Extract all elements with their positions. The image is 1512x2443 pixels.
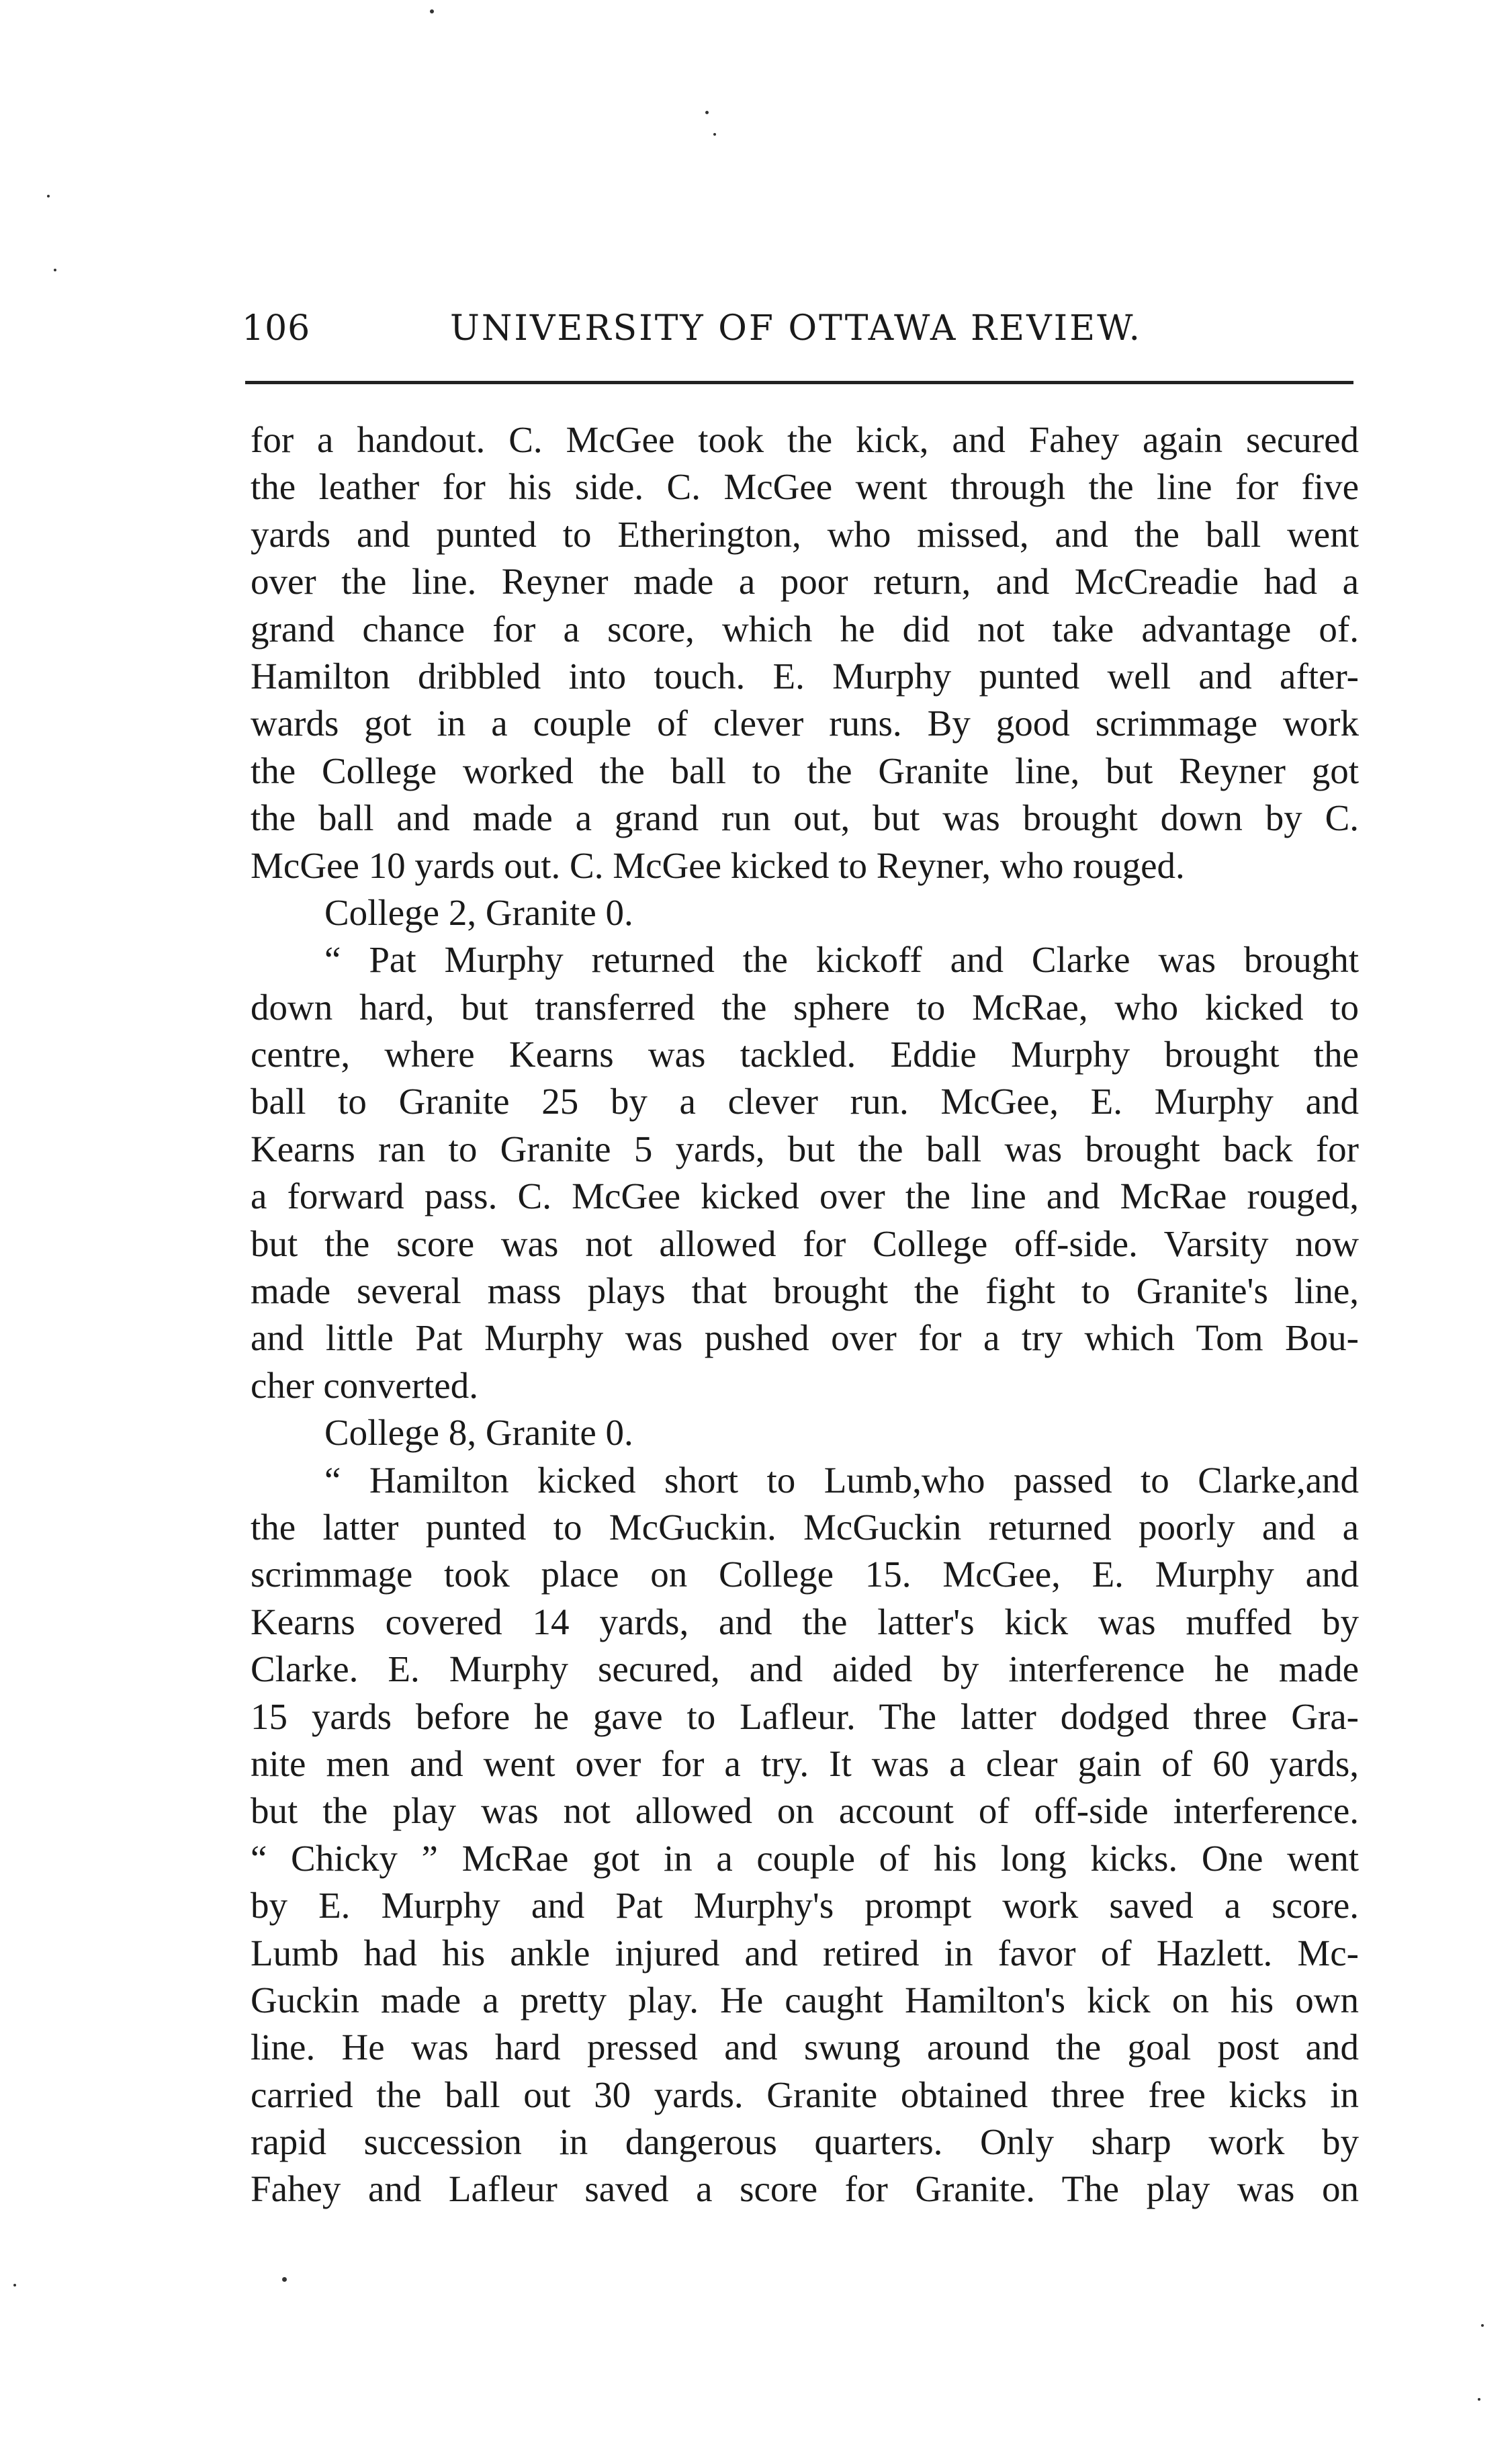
text-line: “ Hamilton kicked short to Lumb,who passed to Clarke,and — [324, 1459, 1359, 1501]
page-number: 106 — [242, 308, 311, 349]
text-line: Guckin made a pretty play. He caught Hamilton's kick on his own — [251, 1979, 1359, 2020]
text-line: McGee 10 yards out. C. McGee kicked to Reyner, who rouged. — [251, 844, 1185, 886]
text-line: yards and punted to Etherington, who missed, and the ball went — [251, 513, 1359, 555]
article-body — [251, 416, 1359, 2213]
text-line: Fahey and Lafleur saved a score for Granite. The play was on — [251, 2168, 1359, 2210]
text-line: “ Pat Murphy returned the kickoff and Clarke was brought — [324, 939, 1359, 981]
scan-speck — [1478, 2398, 1480, 2401]
text-line: scrimmage took place on College 15. McGee, E. Murphy and — [251, 1554, 1359, 1595]
text-line: Lumb had his ankle injured and retired in favor of Hazlett. Mc- — [251, 1932, 1359, 1973]
text-line: ball to Granite 25 by a clever run. McGee, E. Murphy and — [251, 1081, 1359, 1122]
text-line: the College worked the ball to the Granite line, but Reyner got — [251, 750, 1359, 791]
text-line: Kearns covered 14 yards, and the latter's kick was muffed by — [251, 1601, 1359, 1642]
text-line: line. He was hard pressed and swung around the goal post and — [251, 2027, 1359, 2068]
text-line: nite men and went over for a try. It was a clear gain of 60 yards, — [251, 1742, 1359, 1784]
scan-speck — [1481, 2324, 1484, 2327]
scan-speck — [47, 195, 50, 197]
text-line: rapid succession in dangerous quarters. Only sharp work by — [251, 2121, 1359, 2163]
text-line: but the score was not allowed for College off-side. Varsity now — [251, 1223, 1359, 1264]
text-line: grand chance for a score, which he did not take advantage of. — [251, 608, 1359, 650]
text-line: and little Pat Murphy was pushed over for a try which Tom Bou- — [251, 1317, 1359, 1359]
running-head — [228, 305, 1357, 352]
text-line: the latter punted to McGuckin. McGuckin returned poorly and a — [251, 1506, 1359, 1548]
scan-speck — [13, 2284, 16, 2286]
text-line: Kearns ran to Granite 5 yards, but the ball was brought back for — [251, 1128, 1359, 1169]
text-line: cher converted. — [251, 1364, 478, 1406]
scan-speck — [430, 9, 434, 13]
text-line: wards got in a couple of clever runs. By good scrimmage work — [251, 703, 1359, 744]
score-line: College 2, Granite 0. — [324, 891, 633, 933]
header-rule — [245, 381, 1353, 384]
text-line: carried the ball out 30 yards. Granite obtained three free kicks in — [251, 2074, 1359, 2115]
scan-speck — [713, 133, 716, 136]
text-line: the leather for his side. C. McGee went through the line for five — [251, 466, 1359, 508]
text-line: for a handout. C. McGee took the kick, and Fahey again secured — [251, 419, 1359, 460]
scan-speck — [282, 2277, 287, 2282]
text-line: Hamilton dribbled into touch. E. Murphy punted well and after- — [251, 655, 1359, 697]
journal-title: UNIVERSITY OF OTTAWA REVIEW. — [450, 308, 1143, 349]
text-line: the ball and made a grand run out, but was brought down by C. — [251, 797, 1359, 839]
scan-speck — [54, 269, 56, 271]
scan-speck — [705, 111, 709, 114]
text-line: down hard, but transferred the sphere to McRae, who kicked to — [251, 986, 1359, 1028]
text-line: 15 yards before he gave to Lafleur. The latter dodged three Gra- — [251, 1695, 1359, 1737]
text-line: but the play was not allowed on account of off-side interference. — [251, 1790, 1359, 1832]
text-line: over the line. Reyner made a poor return, and McCreadie had a — [251, 561, 1359, 603]
text-line: made several mass plays that brought the fight to Granite's line, — [251, 1270, 1359, 1312]
text-line: centre, where Kearns was tackled. Eddie Murphy brought the — [251, 1034, 1359, 1075]
text-line: Clarke. E. Murphy secured, and aided by interference he made — [251, 1648, 1359, 1690]
text-line: by E. Murphy and Pat Murphy's prompt work saved a score. — [251, 1885, 1359, 1926]
text-line: a forward pass. C. McGee kicked over the line and McRae rouged, — [251, 1175, 1359, 1217]
text-line: “ Chicky ” McRae got in a couple of his long kicks. One went — [251, 1837, 1359, 1879]
score-line: College 8, Granite 0. — [324, 1412, 633, 1454]
